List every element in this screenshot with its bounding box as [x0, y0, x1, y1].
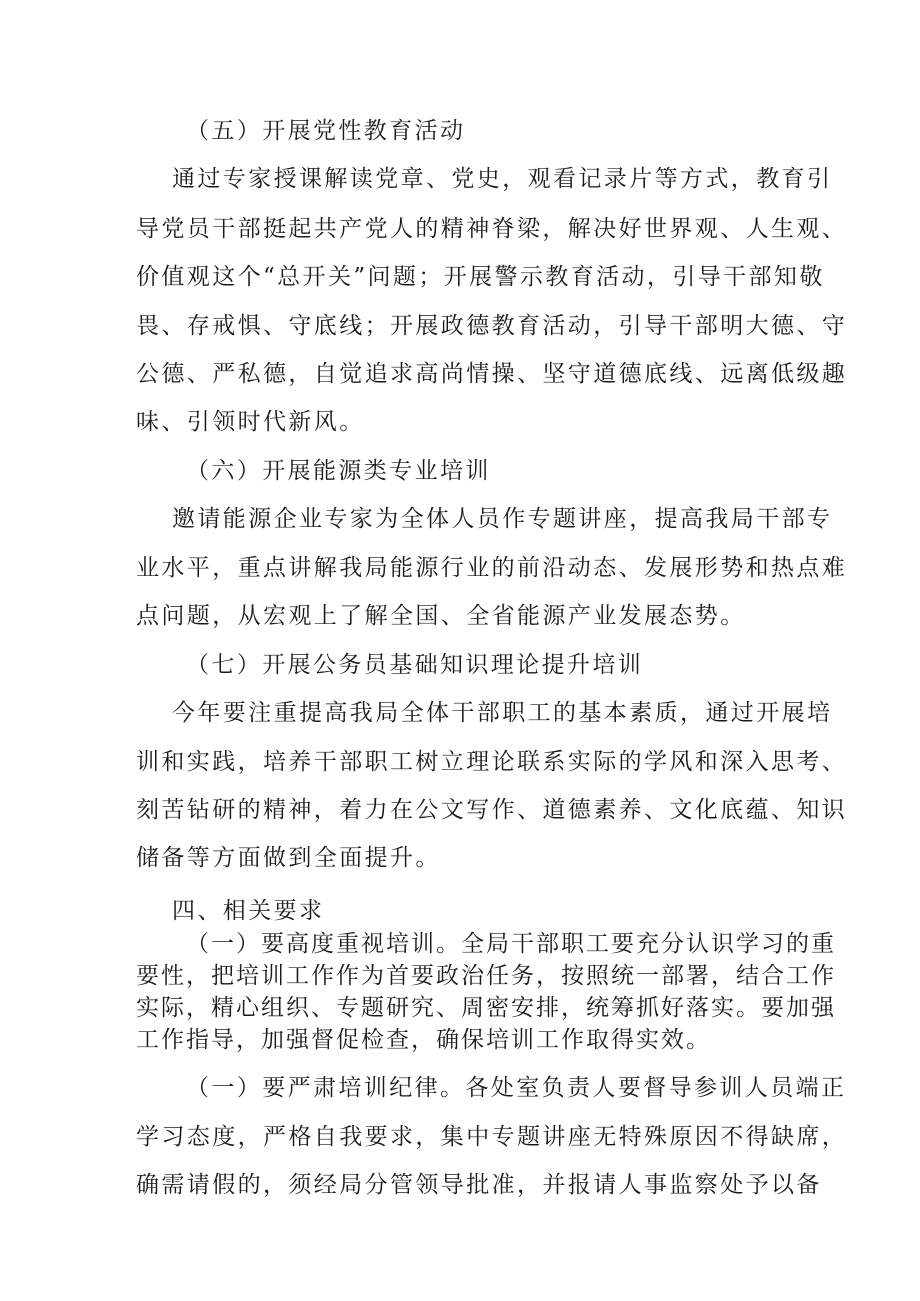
section-five-heading: （五）开展党性教育活动: [186, 118, 466, 144]
paragraph-line: 味、引领时代新风。: [136, 409, 365, 435]
paragraph-line: 导党员干部挺起共产党人的精神脊梁，解决好世界观、人生观、: [136, 216, 848, 242]
section-six-heading: （六）开展能源类专业培训: [186, 458, 491, 484]
paragraph-line: 学习态度，严格自我要求，集中专题讲座无特殊原因不得缺席，: [136, 1124, 848, 1150]
paragraph-line: 邀请能源企业专家为全体人员作专题讲座，提高我局干部专: [172, 506, 833, 532]
paragraph-line: 点问题，从宏观上了解全国、全省能源产业发展态势。: [136, 603, 746, 629]
paragraph-line: 储备等方面做到全面提升。: [136, 845, 441, 871]
paragraph-line: 公德、严私德，自觉追求高尚情操、坚守道德底线、远离低级趣: [136, 361, 848, 387]
paragraph-line: 确需请假的，须经局分管领导批准，并报请人事监察处予以备: [136, 1172, 822, 1198]
paragraph-line: 今年要注重提高我局全体干部职工的基本素质，通过开展培: [172, 700, 833, 726]
paragraph-line: 实际，精心组织、专题研究、周密安排，统筹抓好落实。要加强: [136, 995, 836, 1021]
paragraph-line: 刻苦钻研的精神，着力在公文写作、道德素养、文化底蕴、知识: [136, 797, 848, 823]
paragraph-line: 价值观这个“总开关”问题；开展警示教育活动，引导干部知敬: [136, 264, 825, 290]
part-four-heading: 四、相关要求: [172, 898, 325, 924]
paragraph-line: 要性，把培训工作作为首要政治任务，按照统一部署，结合工作: [136, 963, 836, 989]
paragraph-line: 工作指导，加强督促检查，确保培训工作取得实效。: [136, 1027, 711, 1053]
section-seven-heading: （七）开展公务员基础知识理论提升培训: [186, 652, 644, 678]
paragraph-line: 业水平，重点讲解我局能源行业的前沿动态、发展形势和热点难: [136, 555, 848, 581]
paragraph-line: （一）要高度重视培训。全局干部职工要充分认识学习的重: [186, 931, 836, 957]
paragraph-line: 训和实践，培养干部职工树立理论联系实际的学风和深入思考、: [136, 749, 848, 775]
paragraph-line: （一）要严肃培训纪律。各处室负责人要督导参训人员端正: [186, 1075, 847, 1101]
paragraph-line: 畏、存戒惧、守底线；开展政德教育活动，引导干部明大德、守: [136, 313, 848, 339]
paragraph-line: 通过专家授课解读党章、党史，观看记录片等方式，教育引: [172, 166, 833, 192]
